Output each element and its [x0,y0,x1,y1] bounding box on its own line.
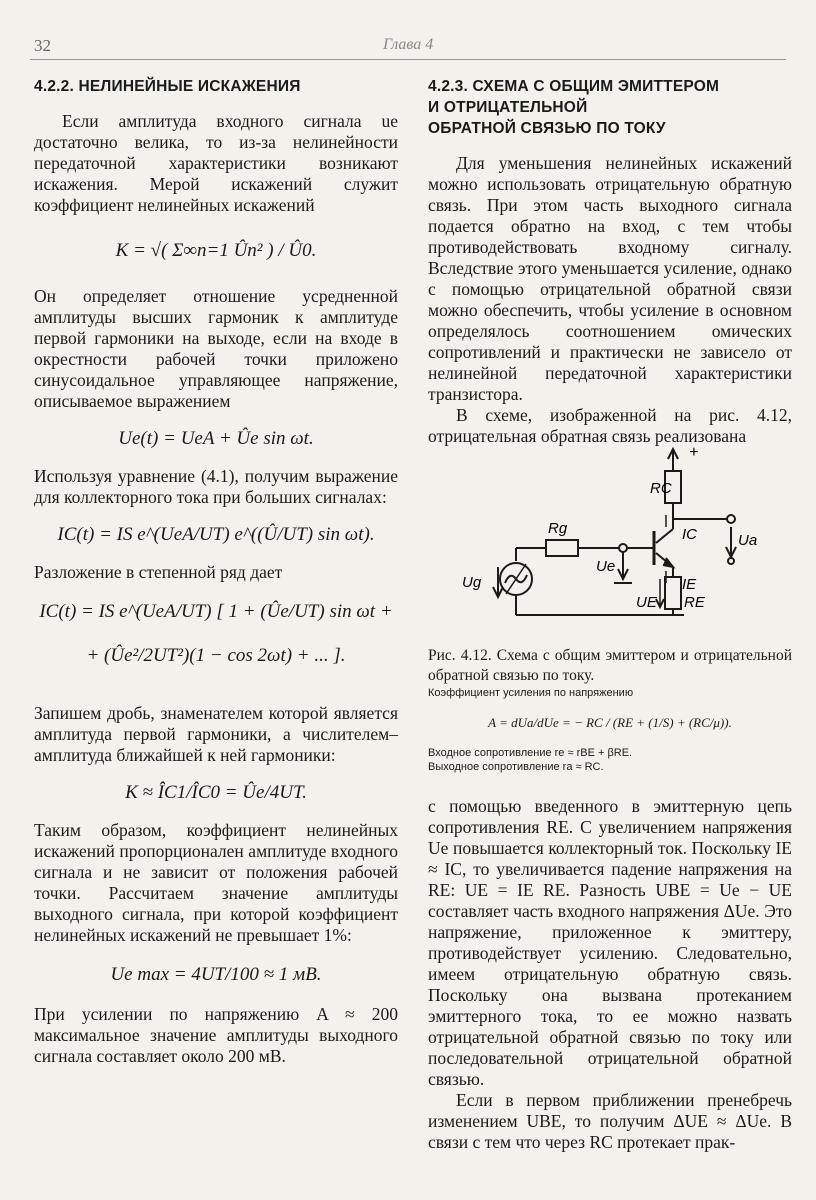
label-ue: Ue [596,558,616,575]
label-ie: IE [682,576,697,593]
label-rg: Rg [548,520,568,537]
heading-line: 4.2.3. СХЕМА С ОБЩИМ ЭМИТТЕРОМ [428,78,720,95]
paragraph: В схеме, изображенной на рис. 4.12, отрицательная обратная связь реализована [428,405,792,446]
right-column [428,76,792,1153]
page-number: 32 [34,36,51,55]
equation-max-amplitude: Ue max = 4UT/100 ≈ 1 мВ. [110,964,322,985]
label-ue-drop: UE [636,594,657,611]
running-header: Глава 4 [383,36,434,53]
section-heading-4-2-2: 4.2.2. НЕЛИНЕЙНЫЕ ИСКАЖЕНИЯ [34,78,301,95]
paragraph: с помощью введенного в эмиттерную цепь сопротивления RE. С увеличением напряжения Ue повышается коллекторный ток. Поскольку IE ≈ IC, то увеличивается падение напряжения на RE: UE = IE RE. Разность UBE = Ue − UE составляет часть входного напряжения ΔUe. Это напряжение, приложенное к эмиттеру, противодействует усилению. Следовательно, имеем отрицательную обратную связь. Поскольку она вызвана протеканием эмиттерного тока, то ее можно назвать отрицательной обратной связью по току или последовательной отрицательной обратной связью. [428,796,792,1089]
gain-label: Коэффициент усиления по напряжению [428,687,634,699]
label-ua: Ua [738,532,758,549]
paragraph: Он определяет отношение усредненной амплитуды высших гармоник к амплитуде первой гармоники на выходе, если на входе в окрестности рабочей точки приложено синусоидальное управляющее напряжение, описываемое выражением [34,286,398,411]
paragraph: Для уменьшения нелинейных искажений можно использовать отрицательную обратную связь. При этом часть выходного сигнала подается обратно на вход, с тем чтобы противодействовать входному сигналу. Вследствие этого уменьшается усиление, однако с помощью отрицательной обратной связи можно обеспечить, чтобы усиление в основном определялось соотношением омических сопротивлений и практически не зависело от нелинейной передаточной характеристики транзистора. [428,153,792,404]
header-rule [30,59,786,60]
paragraph: При усилении по напряжению A ≈ 200 максимальное значение амплитуды выходного сигнала составляет около 200 мВ. [34,1004,398,1066]
label-ug: Ug [462,574,482,591]
heading-line: И ОТРИЦАТЕЛЬНОЙ [428,99,588,116]
output-terminal [727,515,735,523]
equation-line: IC(t) = IS e^(UeA/UT) [ 1 + (Ûe/UT) sin ωt + [39,601,393,622]
equation-harmonic-ratio: K ≈ ÎC1/ÎC0 = Ûe/4UT. [125,782,307,803]
left-column [34,76,398,1067]
resistor-re [665,577,681,609]
paragraph: Используя уравнение (4.1), получим выражение для коллекторного тока при больших сигналах: [34,466,398,507]
paragraph: Таким образом, коэффициент нелинейных искажений пропорционален амплитуде входного сигнала и не зависит от положения рабочей точки. Рассчитаем значение амплитуды выходного сигнала, при которой коэффициент нелинейных искажений не превышает 1%: [34,820,398,945]
resistor-rg [546,540,578,556]
figure-caption: Рис. 4.12. Схема с общим эмиттером и отрицательной обратной связью по току. [428,647,792,684]
paragraph: Разложение в степенной ряд дает [34,562,283,582]
input-terminal [619,544,627,552]
input-resistance: Входное сопротивление re ≈ rBE + βRE. [428,747,633,759]
equation-distortion-factor: K = √( Σ∞n=1 Ûn² ) / Û0. [115,240,317,261]
paragraph: Если в первом приближении пренебречь изменением UBE, то получим ΔUE ≈ ΔUe. В связи с тем что через RC протекает прак- [428,1090,792,1152]
equation-line: + (Ûe²/2UT²)(1 − cos 2ωt) + ... ]. [86,645,346,666]
section-heading-4-2-3 [428,76,792,139]
equation-collector-current: IC(t) = IS e^(UeA/UT) e^((Û/UT) sin ωt). [57,524,375,545]
gain-equation: A = dUa/dUe = − RC / (RE + (1/S) + (RC/μ)). [488,715,732,730]
label-rc: RC [650,480,672,497]
paragraph: Если амплитуда входного сигнала uе достаточно велика, то из-за нелинейности передаточной характеристики возникают искажения. Мерой искажений служит коэффициент нелинейных искажений [34,111,398,215]
heading-line: ОБРАТНОЙ СВЯЗЬЮ ПО ТОКУ [428,120,666,137]
label-plus: + [689,447,699,461]
equation-series-expansion [34,583,398,703]
collector-lead [656,529,673,543]
label-ic: IC [682,526,697,543]
paragraph: Запишем дробь, знаменателем которой является амплитуда первой гармоники, а числителем–амплитуда ближайшей к ней гармоники: [34,703,398,765]
equation-input-voltage: Ue(t) = UeA + Ûe sin ωt. [118,428,314,449]
output-resistance: Выходное сопротивление ra ≈ RC. [428,761,604,773]
circuit-diagram-fig-4-12 [428,447,792,635]
label-re: RE [684,594,705,611]
